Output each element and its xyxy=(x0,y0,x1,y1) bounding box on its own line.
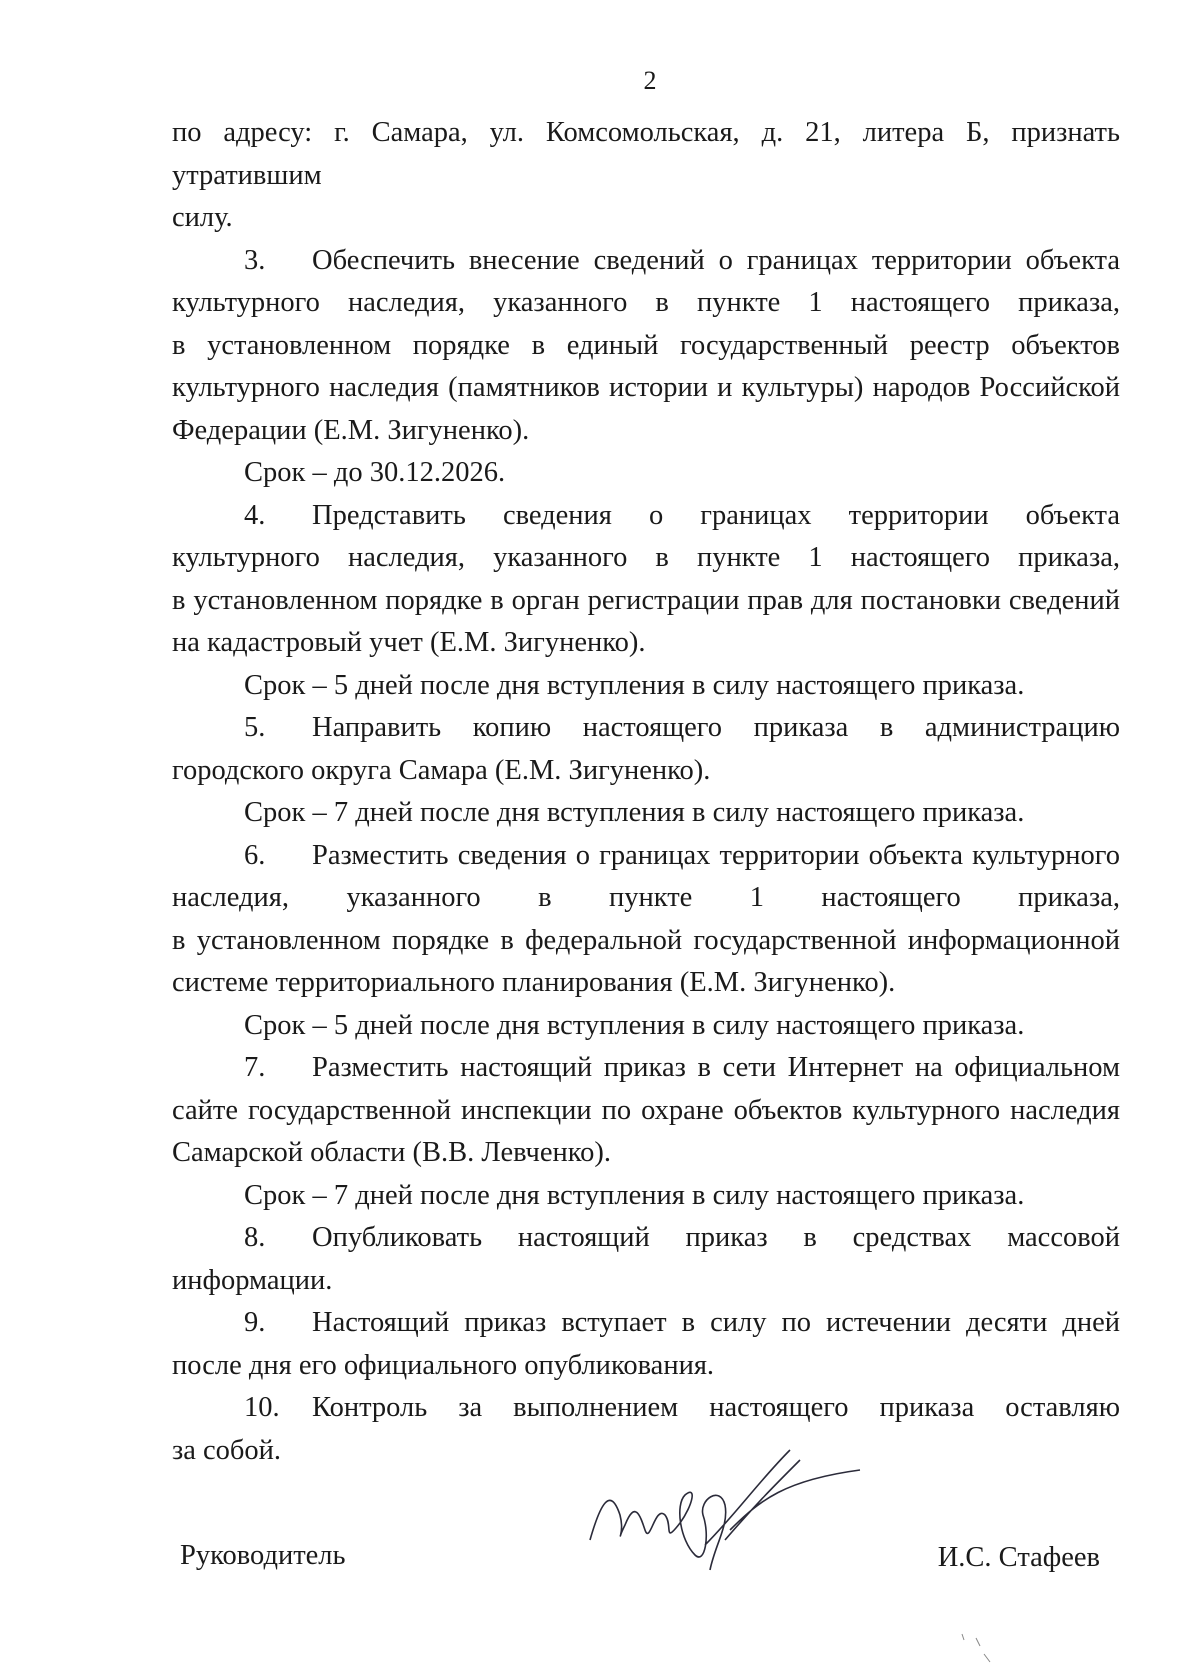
text-line xyxy=(172,1132,1120,1175)
line-text: Настоящий приказ вступает в силу по истечении десяти дней xyxy=(312,1307,1120,1338)
line-text: Направить копию настоящего приказа в администрацию xyxy=(312,712,1120,743)
line-text: сайте государственной инспекции по охране объектов культурного наследия xyxy=(172,1094,1120,1126)
text-line xyxy=(172,367,1120,410)
deadline-line xyxy=(172,1005,1120,1048)
numbered-clause xyxy=(172,1047,1120,1175)
document-body xyxy=(172,112,1120,1472)
numbered-clause xyxy=(172,707,1120,792)
text-line xyxy=(172,1345,1120,1388)
text-line xyxy=(172,197,1120,240)
deadline-line xyxy=(172,452,1120,495)
clause-number: 5. xyxy=(244,712,266,743)
line-text: культурного наследия, указанного в пункте 1 настоящего приказа, xyxy=(172,287,1120,318)
line-text: наследия, указанного в пункте 1 настоящего приказа, xyxy=(172,882,1120,913)
line-text: культурного наследия (памятников истории и культуры) народов Российской xyxy=(172,372,1120,403)
numbered-clause xyxy=(172,835,1120,1005)
numbered-clause xyxy=(172,495,1120,665)
text-line xyxy=(172,410,1120,453)
deadline-text: Срок – 7 дней после дня вступления в силу настоящего приказа. xyxy=(244,797,1025,828)
line-text: Опубликовать настоящий приказ в средствах массовой xyxy=(312,1222,1120,1253)
continuation-paragraph xyxy=(172,112,1120,240)
text-line xyxy=(172,1387,1120,1430)
numbered-clause xyxy=(172,1217,1120,1302)
text-line xyxy=(172,962,1120,1005)
text-line xyxy=(172,835,1120,878)
clause-number: 3. xyxy=(244,244,266,276)
clause-number: 9. xyxy=(244,1307,266,1338)
text-line xyxy=(172,495,1120,538)
text-line xyxy=(172,580,1120,623)
text-line xyxy=(172,1302,1120,1345)
text-line xyxy=(172,1047,1120,1090)
text-line xyxy=(172,877,1120,920)
line-text: в установленном порядке в единый государственный реестр объектов xyxy=(172,329,1120,361)
line-text: Самарской области (В.В. Левченко). xyxy=(172,1137,612,1168)
line-text: Разместить настоящий приказ в сети Интернет на официальном xyxy=(312,1052,1120,1083)
line-text: после дня его официального опубликования. xyxy=(172,1349,715,1381)
deadline-text: Срок – 7 дней после дня вступления в силу настоящего приказа. xyxy=(244,1179,1025,1211)
text-line xyxy=(172,282,1120,325)
signer-name: И.С. Стафеев xyxy=(937,1542,1100,1573)
deadline-text: Срок – до 30.12.2026. xyxy=(244,457,506,488)
line-text: Разместить сведения о границах территории объекта культурного xyxy=(312,839,1120,871)
line-text: Обеспечить внесение сведений о границах территории объекта xyxy=(312,244,1120,276)
text-line xyxy=(172,112,1120,197)
numbered-clause xyxy=(172,240,1120,453)
text-line xyxy=(172,622,1120,665)
text-line xyxy=(172,325,1120,368)
signature-block xyxy=(0,1540,1200,1580)
deadline-text: Срок – 5 дней после дня вступления в силу настоящего приказа. xyxy=(244,669,1025,701)
scan-marks xyxy=(960,1630,1020,1670)
signer-title: Руководитель xyxy=(180,1540,346,1571)
clause-number: 7. xyxy=(244,1052,266,1083)
deadline-line xyxy=(172,1175,1120,1218)
line-text: в установленном порядке в орган регистрации прав для постановки сведений xyxy=(172,584,1120,616)
text-line xyxy=(172,240,1120,283)
line-text: Контроль за выполнением настоящего приказа оставляю xyxy=(312,1392,1120,1423)
text-line xyxy=(172,707,1120,750)
clause-number: 4. xyxy=(244,499,266,531)
deadline-text: Срок – 5 дней после дня вступления в силу настоящего приказа. xyxy=(244,1009,1025,1041)
line-text: Федерации (Е.М. Зигуненко). xyxy=(172,414,530,446)
line-text: Представить сведения о границах территории объекта xyxy=(312,499,1120,531)
text-line xyxy=(172,920,1120,963)
text-line xyxy=(172,1217,1120,1260)
line-text: за собой. xyxy=(172,1434,282,1466)
deadline-line xyxy=(172,792,1120,835)
text-line xyxy=(172,537,1120,580)
line-text: силу. xyxy=(172,202,233,233)
text-line xyxy=(172,1260,1120,1303)
page-number: 2 xyxy=(643,66,657,95)
clause-number: 6. xyxy=(244,839,266,871)
line-text: на кадастровый учет (Е.М. Зигуненко). xyxy=(172,627,646,658)
line-text: городского округа Самара (Е.М. Зигуненко). xyxy=(172,754,711,786)
clause-number: 10. xyxy=(244,1392,280,1423)
line-text: системе территориального планирования (Е.М. Зигуненко). xyxy=(172,967,896,998)
line-text: по адресу: г. Самара, ул. Комсомольская, д. 21, литера Б, признать утратившим xyxy=(172,117,1120,191)
line-text: информации. xyxy=(172,1264,333,1296)
deadline-line xyxy=(172,665,1120,708)
line-text: в установленном порядке в федеральной государственной информационной xyxy=(172,924,1120,956)
text-line xyxy=(172,1090,1120,1133)
line-text: культурного наследия, указанного в пункте 1 настоящего приказа, xyxy=(172,542,1120,573)
text-line xyxy=(172,750,1120,793)
clause-number: 8. xyxy=(244,1222,266,1253)
numbered-clause xyxy=(172,1302,1120,1387)
